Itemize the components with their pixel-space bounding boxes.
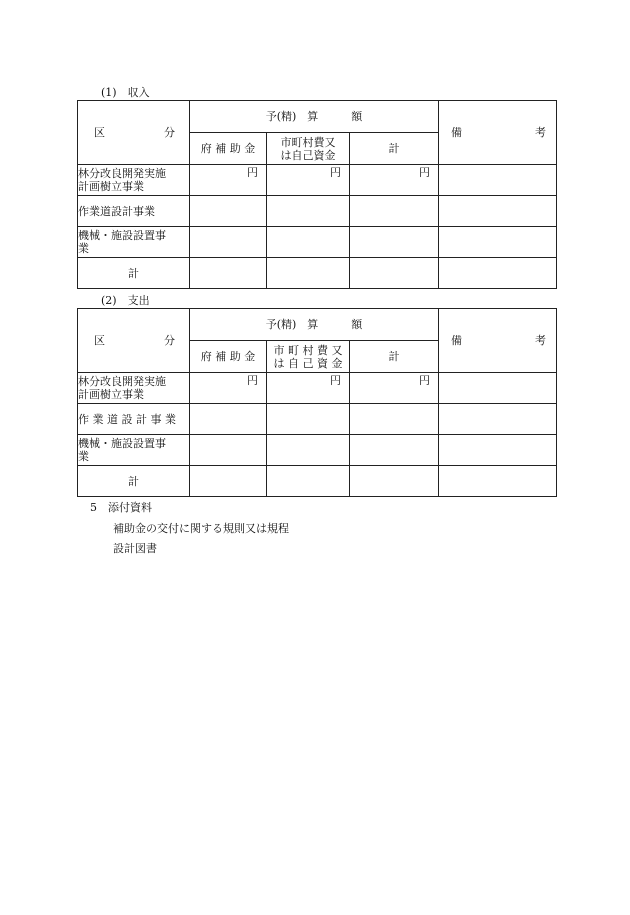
header-muni-funds: 市町村費又 は自己資金 [267,133,350,165]
yen-unit: 円 [267,165,350,196]
header-remarks: 備 考 [439,101,557,165]
header-amount: 予(精) 算 額 [190,101,439,133]
header-pref-subsidy: 府 補 助 金 [190,133,267,165]
table-row [78,373,557,404]
row-label-total: 計 [78,466,190,497]
header-total: 計 [350,133,439,165]
header-remarks: 備 考 [439,309,557,373]
header-amount: 予(精) 算 額 [190,309,439,341]
yen-unit: 円 [350,373,439,404]
header-pref-subsidy: 府 補 助 金 [190,341,267,373]
table-row [78,165,557,196]
row-label: 機械・施設設置事 業 [78,227,190,258]
yen-unit: 円 [190,165,267,196]
table-row [78,435,557,466]
table-row [78,258,557,289]
row-label: 作 業 道 設 計 事 業 [78,404,190,435]
table-row [78,404,557,435]
yen-unit: 円 [190,373,267,404]
row-label: 林分改良開発実施 計画樹立事業 [78,373,190,404]
attachment-item: 補助金の交付に関する規則又は規程 [113,522,289,535]
table-row [78,466,557,497]
header-total: 計 [350,341,439,373]
table-row [78,227,557,258]
attachment-item: 設計図書 [113,542,157,555]
expense-heading: (2) 支出 [101,294,150,307]
row-label: 機械・施設設置事 業 [78,435,190,466]
header-kubun: 区 分 [78,101,190,165]
yen-unit: 円 [267,373,350,404]
row-label: 林分改良開発実施 計画樹立事業 [78,165,190,196]
yen-unit: 円 [350,165,439,196]
income-heading: (1) 収入 [101,86,150,99]
row-label: 作業道設計事業 [78,196,190,227]
income-table [77,100,557,289]
attachments-heading: 5 添付資料 [90,501,152,514]
header-kubun: 区 分 [78,309,190,373]
header-muni-funds: 市 町 村 費 又 は 自 己 資 金 [267,341,350,373]
table-row [78,196,557,227]
expense-table [77,308,557,497]
row-label-total: 計 [78,258,190,289]
